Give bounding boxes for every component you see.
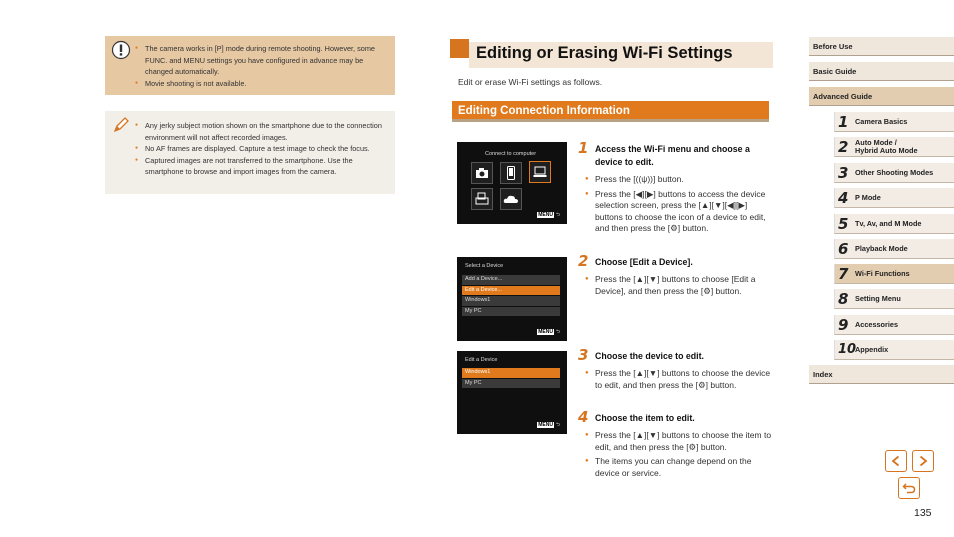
step-number: 4 [578, 408, 589, 426]
screen-row: Add a Device... [462, 275, 560, 285]
printer-icon [471, 188, 493, 210]
chapter-number: 5 [838, 215, 849, 233]
memo-item: ● Captured images are not transferred to the smartphone. Use the smartphone to browse and import images from the camera. [135, 155, 387, 178]
title-accent [450, 39, 469, 58]
nav-chapter-camera-basics[interactable] [834, 112, 954, 132]
chapter-number: 4 [838, 189, 849, 207]
smartphone-icon [500, 162, 522, 184]
nav-index[interactable]: Index [809, 365, 954, 384]
prev-page-button[interactable] [885, 450, 907, 472]
step-bullet: ● Press the [((ψ))] button. [585, 174, 775, 186]
chapter-number: 7 [838, 265, 849, 283]
computer-icon [529, 161, 551, 183]
page-number: 135 [914, 507, 932, 519]
nav-basic-guide[interactable]: Basic Guide [809, 62, 954, 81]
memo-note [105, 111, 395, 194]
screen-title: Select a Device [465, 263, 504, 269]
step-heading: Choose [Edit a Device]. [595, 257, 693, 267]
nav-chapter-wifi[interactable] [834, 264, 954, 284]
nav-chapter-p-mode[interactable] [834, 188, 954, 208]
chapter-label: Tv, Av, and M Mode [855, 218, 922, 228]
step-bullet: ● Press the [◀][▶] buttons to access the device selection screen, press the [▲][▼][◀][▶] buttons to choose the icon of a device to edit, and then press the [⚙] button. [585, 189, 775, 235]
page-title: Editing or Erasing Wi-Fi Settings [476, 44, 733, 62]
nav-chapter-playback[interactable] [834, 239, 954, 259]
screen-row: My PC [462, 379, 560, 389]
chapter-label: Wi-Fi Functions [855, 268, 910, 278]
section-title: Editing Connection Information [458, 105, 630, 117]
screen-title: Edit a Device [465, 357, 498, 363]
return-button[interactable] [898, 477, 920, 499]
chapter-label: Setting Menu [855, 293, 901, 303]
step-number: 2 [578, 252, 589, 270]
camera-screen-select-device [457, 257, 567, 341]
caution-item: ● Movie shooting is not available. [135, 78, 387, 90]
chapter-label: Auto Mode / Hybrid Auto Mode [855, 137, 918, 155]
camera-screen-edit-device [457, 351, 567, 434]
menu-back-button: MENU ⮌ [538, 329, 560, 335]
arrow-right-icon [917, 455, 929, 467]
nav-chapter-appendix[interactable] [834, 340, 954, 360]
chapter-number: 1 [838, 113, 849, 131]
caution-icon [111, 40, 131, 60]
step-bullet: ● Press the [▲][▼] buttons to choose the item to edit, and then press the [⚙] button. [585, 430, 775, 453]
chapter-label: P Mode [855, 192, 881, 202]
nav-advanced-guide[interactable]: Advanced Guide [809, 87, 954, 106]
step-bullet: ● The items you can change depend on the device or service. [585, 456, 775, 479]
memo-item: ● Any jerky subject motion shown on the smartphone due to the connection environment will not affect recorded images. [135, 120, 387, 143]
chapter-label: Accessories [855, 319, 899, 329]
screen-row: Windows1 [462, 296, 560, 306]
nav-before-use[interactable]: Before Use [809, 37, 954, 56]
pencil-icon [111, 115, 131, 135]
step-bullet: ● Press the [▲][▼] buttons to choose the device to edit, and then press the [⚙] button. [585, 368, 775, 391]
caution-item: ● The camera works in [P] mode during remote shooting. However, some FUNC. and MENU settings you have configured in advance may be changed automatically. [135, 43, 387, 78]
caution-note [105, 36, 395, 95]
step-heading: Choose the item to edit. [595, 413, 695, 423]
intro-text: Edit or erase Wi-Fi settings as follows. [458, 77, 603, 87]
nav-chapter-accessories[interactable] [834, 315, 954, 335]
arrow-left-icon [890, 455, 902, 467]
chapter-number: 3 [838, 164, 849, 182]
chapter-number: 9 [838, 316, 849, 334]
step-number: 1 [578, 139, 589, 157]
screen-row-selected: Edit a Device... [462, 286, 560, 296]
step-heading: Access the Wi-Fi menu and choose a device to edit. [595, 144, 750, 167]
cloud-icon [500, 188, 522, 210]
chapter-number: 8 [838, 290, 849, 308]
chapter-number: 6 [838, 240, 849, 258]
chapter-label: Other Shooting Modes [855, 167, 934, 177]
screen-row-selected: Windows1 [462, 368, 560, 378]
step-number: 3 [578, 346, 589, 364]
step-heading: Choose the device to edit. [595, 351, 705, 361]
camera-icon [471, 162, 493, 184]
menu-back-button: MENU ⮌ [538, 212, 560, 218]
menu-back-button: MENU ⮌ [538, 422, 560, 428]
chapter-label: Appendix [855, 344, 889, 354]
memo-item: ● No AF frames are displayed. Capture a test image to check the focus. [135, 143, 387, 155]
screen-row: My PC [462, 307, 560, 317]
chapter-label: Playback Mode [855, 243, 908, 253]
chapter-number: 10 [838, 342, 857, 357]
step-bullet: ● Press the [▲][▼] buttons to choose [Edit a Device], and then press the [⚙] button. [585, 274, 775, 297]
nav-chapter-tv-av-m[interactable] [834, 214, 954, 234]
return-icon [902, 482, 916, 494]
chapter-label: Camera Basics [855, 116, 908, 126]
chapter-number: 2 [838, 138, 849, 156]
nav-chapter-auto-mode[interactable] [834, 137, 954, 157]
camera-screen-connect [457, 142, 567, 224]
nav-chapter-other-shooting[interactable] [834, 163, 954, 183]
nav-chapter-setting-menu[interactable] [834, 289, 954, 309]
screen-title: Connect to computer [485, 151, 537, 157]
next-page-button[interactable] [912, 450, 934, 472]
